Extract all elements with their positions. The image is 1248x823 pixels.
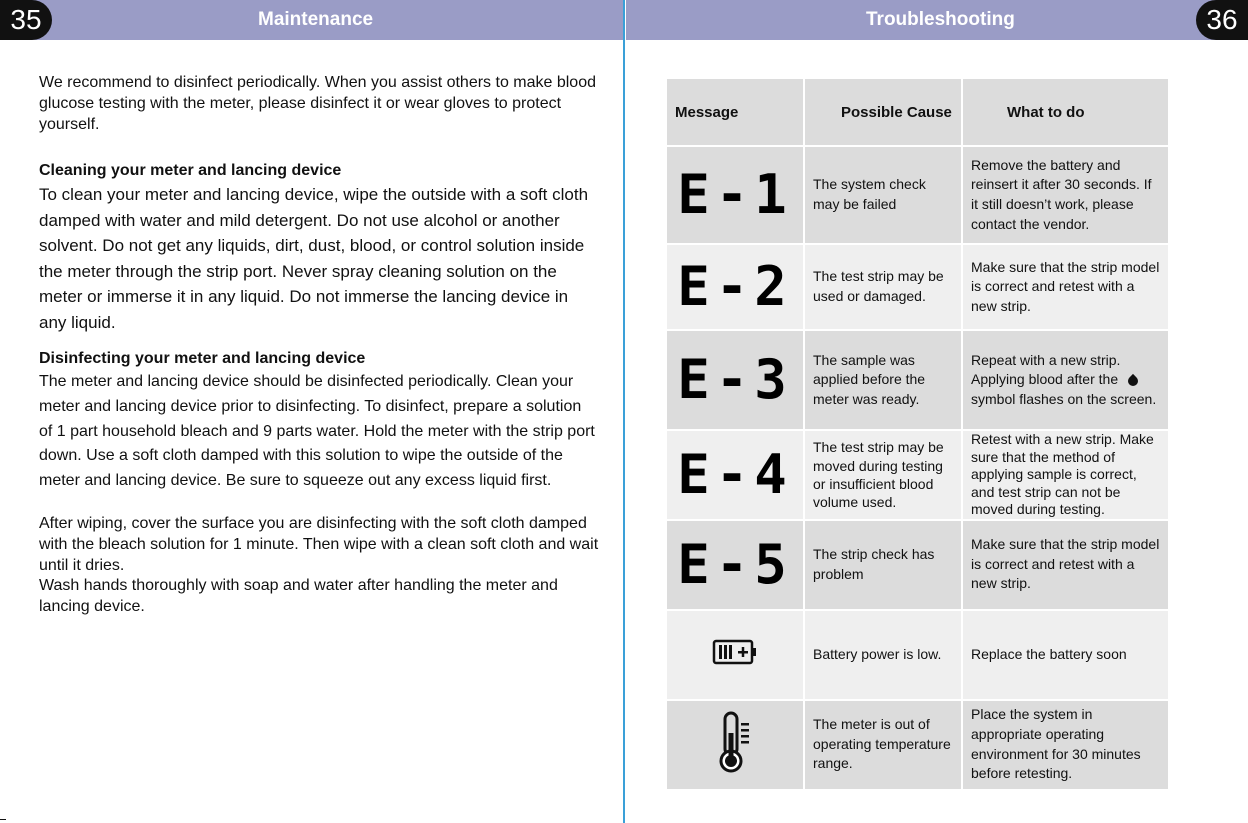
crop-mark (0, 819, 6, 820)
page-divider (623, 0, 625, 823)
cause-cell: Battery power is low. (805, 611, 961, 699)
blood-drop-icon (1126, 373, 1140, 387)
cleaning-paragraph: To clean your meter and lancing device, wipe the outside with a soft cloth damped with water and mild detergent. Do not use alcohol or another solvent. Do not get any liquids, dirt, dust, blood, or control solution inside the meter through the strip port. Never spray cleaning solution on the meter or immerse it in any liquid. Do not immerse the lancing device in any liquid. (39, 185, 589, 332)
troubleshooting-table (665, 77, 1170, 791)
action-cell: Place the system in appropriate operating environment for 30 minutes before retesting. (963, 701, 1168, 789)
disinfecting-heading: Disinfecting your meter and lancing device (39, 350, 366, 368)
troubleshooting-title: Troubleshooting (866, 9, 1015, 30)
column-header-action: What to do (963, 79, 1168, 145)
cause-cell: The test strip may be moved during testing or insufficient blood volume used. (805, 431, 961, 519)
left-page-number: 35 (0, 0, 52, 40)
error-code: E-3 (677, 348, 793, 412)
cause-cell: The meter is out of operating temperature range. (805, 701, 961, 789)
thermometer-icon (715, 709, 755, 775)
table-row (667, 611, 1168, 699)
action-cell: Retest with a new strip. Make sure that the method of applying sample is correct, and test strip can not be moved during testing. (963, 431, 1168, 519)
error-code: E-4 (677, 442, 793, 506)
column-header-message: Message (667, 79, 803, 145)
table-row (667, 331, 1168, 429)
table-row (667, 431, 1168, 519)
cause-cell: The system check may be failed (805, 147, 961, 243)
action-cell: Remove the battery and reinsert it after 30 seconds. If it still doesn’t work, please contact the vendor. (963, 147, 1168, 243)
cause-cell: The test strip may be used or damaged. (805, 245, 961, 329)
action-cell: Replace the battery soon (963, 611, 1168, 699)
cause-cell: The strip check has problem (805, 521, 961, 609)
action-text: Repeat with a new strip. Applying blood after the (971, 351, 1121, 388)
cleaning-heading: Cleaning your meter and lancing device (39, 162, 342, 180)
table-row (667, 521, 1168, 609)
right-page-number: 36 (1196, 0, 1248, 40)
table-row (667, 245, 1168, 329)
disinfecting-paragraph: The meter and lancing device should be disinfected periodically. Clean your meter and lancing device prior to disinfecting. To disinfect, prepare a solution of 1 part household bleach and 9 parts water. Hold the meter with the strip port down. Use a soft cloth damped with this solution to wipe the outside of the meter and lancing device. Be sure to squeeze out any excess liquid first. (39, 372, 595, 490)
action-text: symbol flashes on the screen. (971, 390, 1157, 407)
wash-hands-paragraph: Wash hands thoroughly with soap and water after handling the meter and lancing device. (39, 577, 558, 616)
maintenance-section (39, 73, 599, 618)
table-header-row (667, 79, 1168, 145)
low-battery-icon (712, 639, 758, 665)
table-row (667, 701, 1168, 789)
error-code: E-5 (677, 532, 793, 596)
error-code: E-1 (677, 163, 793, 227)
table-row (667, 147, 1168, 243)
action-cell (963, 331, 1168, 429)
column-header-cause: Possible Cause (805, 79, 961, 145)
after-wiping-paragraph: After wiping, cover the surface you are disinfecting with the soft cloth damped with the bleach solution for 1 minute. Then wipe with a clean soft cloth and wait until it dries. (39, 514, 599, 574)
error-code: E-2 (677, 255, 793, 319)
cause-cell: The sample was applied before the meter was ready. (805, 331, 961, 429)
intro-paragraph: We recommend to disinfect periodically. When you assist others to make blood glucose testing with the meter, please disinfect it or wear gloves to protect yourself. (39, 74, 596, 133)
maintenance-title: Maintenance (258, 9, 374, 30)
action-cell: Make sure that the strip model is correct and retest with a new strip. (963, 245, 1168, 329)
action-cell: Make sure that the strip model is correct and retest with a new strip. (963, 521, 1168, 609)
